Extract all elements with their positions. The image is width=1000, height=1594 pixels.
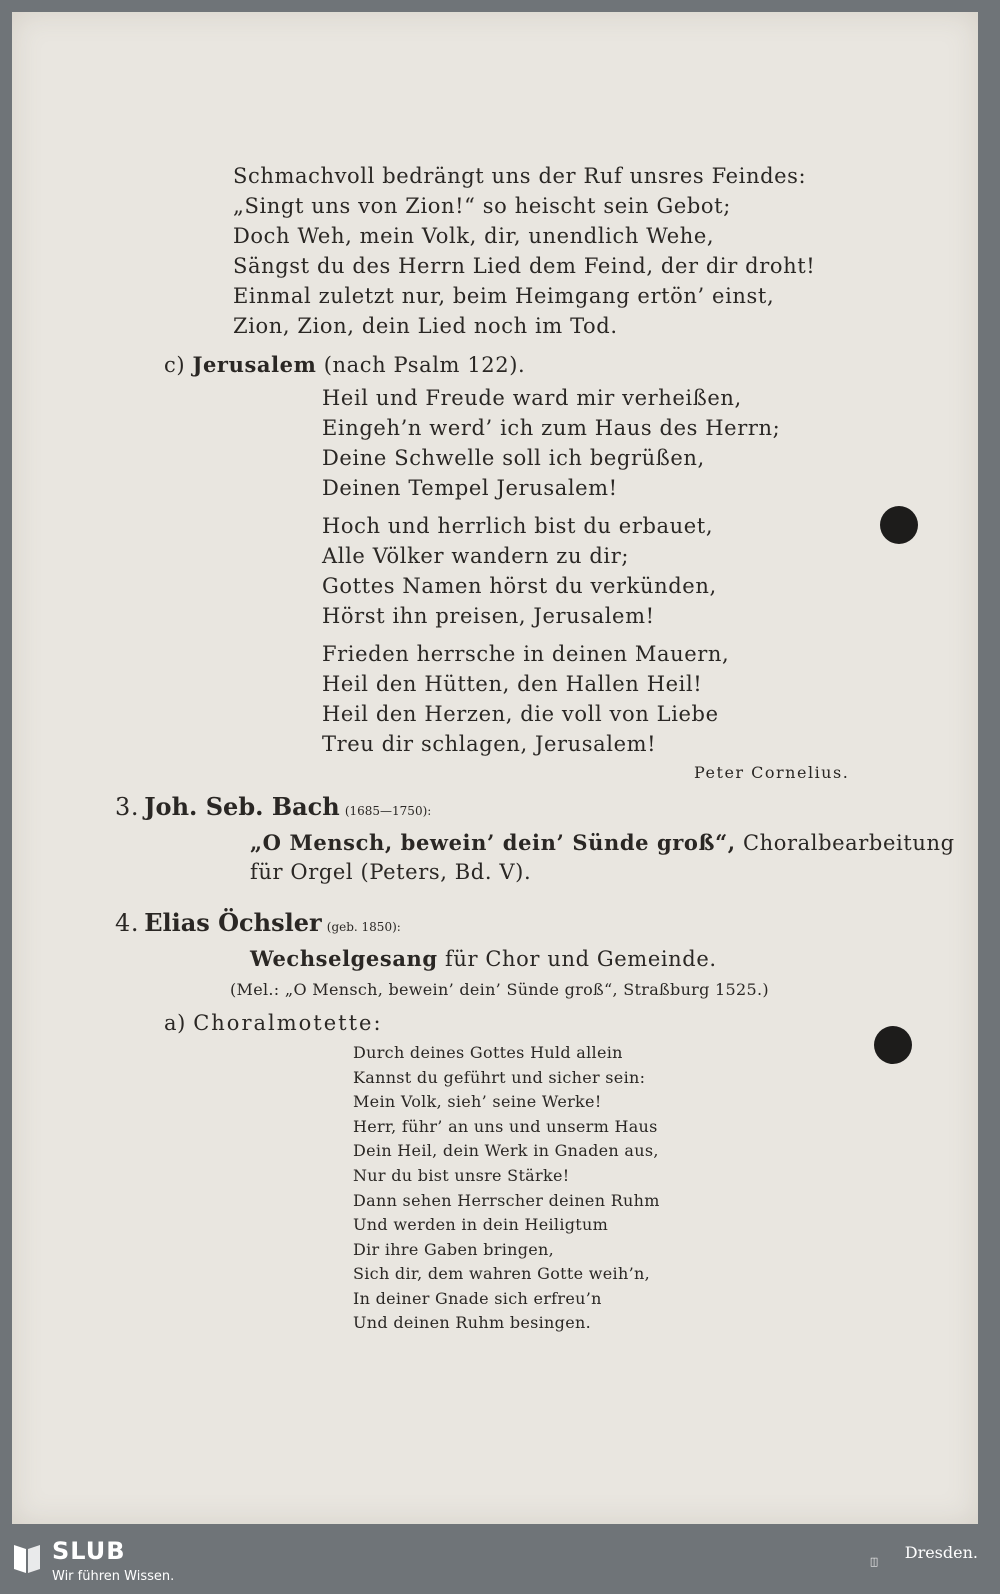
item-3-work [250, 830, 955, 855]
poem-line: Hörst ihn preisen, Jerusalem! [322, 604, 655, 628]
composer-name: Elias Öchsler [144, 908, 322, 937]
poem-line: Alle Völker wandern zu dir; [322, 544, 630, 568]
motet-line: Sich dir, dem wahren Gotte weih’n, [353, 1264, 650, 1283]
section-title: Choralmotette: [193, 1011, 383, 1035]
work-description: für Chor und Gemeinde. [444, 947, 717, 971]
motet-line: Und werden in dein Heiligtum [353, 1215, 609, 1234]
motet-line: Und deinen Ruhm besingen. [353, 1313, 591, 1332]
poem-line: Heil den Herzen, die voll von Liebe [322, 702, 719, 726]
section-label: c) [164, 353, 186, 377]
punch-hole-lower [874, 1026, 912, 1064]
section-subtitle: (nach Psalm 122). [323, 353, 526, 377]
poem-line: Treu dir schlagen, Jerusalem! [322, 732, 657, 756]
motet-line: Herr, führ’ an uns und unserm Haus [353, 1117, 658, 1136]
poem-line: Deine Schwelle soll ich begrüßen, [322, 446, 705, 470]
motet-line: Nur du bist unsre Stärke! [353, 1166, 570, 1185]
poem-line: Heil den Hütten, den Hallen Heil! [322, 672, 703, 696]
item-number: 3. [115, 793, 140, 821]
poem-line: Schmachvoll bedrängt uns der Ruf unsres Feindes: [233, 164, 807, 188]
poem-line: Einmal zuletzt nur, beim Heimgang ertön’ einst, [233, 284, 775, 308]
section-c-heading [164, 352, 525, 377]
book-icon [12, 1541, 42, 1575]
item-number: 4. [115, 909, 140, 937]
poem-author: Peter Cornelius. [694, 763, 850, 782]
melody-note: (Mel.: „O Mensch, bewein’ dein’ Sünde groß“, Straßburg 1525.) [230, 980, 769, 999]
motet-line: Kannst du geführt und sicher sein: [353, 1068, 646, 1087]
composer-dates: (1685—1750): [344, 804, 432, 818]
brand-slogan: Wir führen Wissen. [52, 1569, 175, 1584]
motet-line: Durch deines Gottes Huld allein [353, 1043, 623, 1062]
item-4-heading [115, 908, 401, 937]
footer-bar [0, 1531, 1000, 1594]
poem-line: Eingeh’n werd’ ich zum Haus des Herrn; [322, 416, 781, 440]
section-title: Jerusalem [192, 352, 317, 377]
punch-hole-upper [880, 506, 918, 544]
motet-line: Dann sehen Herrscher deinen Ruhm [353, 1191, 660, 1210]
work-title: „O Mensch, bewein’ dein’ Sünde groß“, [250, 830, 736, 855]
partner-logo[interactable]: Dresden. [904, 1543, 978, 1562]
motet-line: In deiner Gnade sich erfreu’n [353, 1289, 602, 1308]
item-3-heading [115, 792, 431, 821]
section-label: a) [164, 1011, 186, 1035]
work-title: Wechselgesang [250, 946, 438, 971]
brand-name[interactable]: SLUB [52, 1537, 126, 1565]
city-crest-icon [870, 1539, 900, 1587]
poem-line: Frieden herrsche in deinen Mauern, [322, 642, 730, 666]
poem-line: Heil und Freude ward mir verheißen, [322, 386, 742, 410]
composer-name: Joh. Seb. Bach [144, 792, 340, 821]
motet-line: Dir ihre Gaben bringen, [353, 1240, 555, 1259]
poem-line: Sängst du des Herrn Lied dem Feind, der dir droht! [233, 254, 816, 278]
motet-line: Mein Volk, sieh’ seine Werke! [353, 1092, 602, 1111]
item-4-work [250, 946, 717, 971]
poem-line: „Singt uns von Zion!“ so heischt sein Gebot; [233, 194, 731, 218]
poem-line: Zion, Zion, dein Lied noch im Tod. [233, 314, 618, 338]
poem-line: Doch Weh, mein Volk, dir, unendlich Wehe, [233, 224, 715, 248]
section-a-heading [164, 1011, 383, 1035]
poem-line: Deinen Tempel Jerusalem! [322, 476, 618, 500]
item-3-work-line2: für Orgel (Peters, Bd. V). [250, 860, 532, 884]
work-description: Choralbearbeitung [742, 831, 955, 855]
motet-line: Dein Heil, dein Werk in Gnaden aus, [353, 1141, 659, 1160]
poem-line: Gottes Namen hörst du verkünden, [322, 574, 717, 598]
composer-dates: (geb. 1850): [326, 920, 401, 934]
poem-line: Hoch und herrlich bist du erbauet, [322, 514, 714, 538]
document-page [12, 12, 978, 1524]
